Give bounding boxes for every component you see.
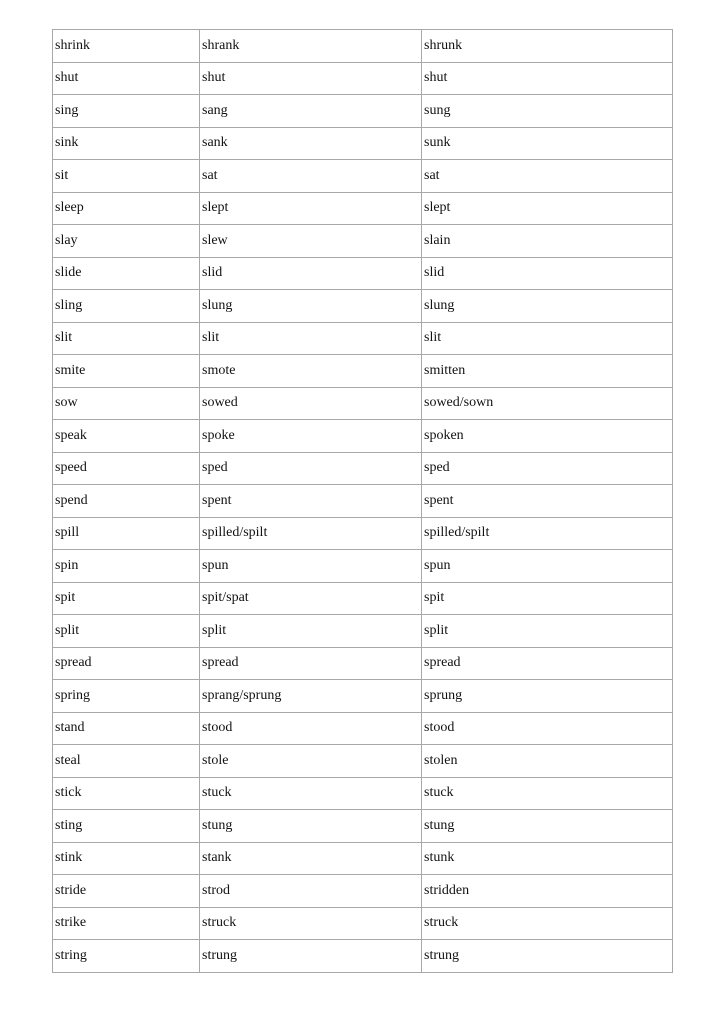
past-simple-cell: split (200, 615, 422, 648)
table-row (53, 355, 673, 388)
past-simple-cell: sowed (200, 387, 422, 420)
base-form-cell: stink (53, 842, 200, 875)
irregular-verbs-table (52, 29, 673, 973)
table-row (53, 615, 673, 648)
table-row (53, 192, 673, 225)
past-participle-cell: spread (422, 647, 673, 680)
past-simple-cell: strod (200, 875, 422, 908)
table-row (53, 160, 673, 193)
table-row (53, 322, 673, 355)
past-participle-cell: shut (422, 62, 673, 95)
past-simple-cell: spent (200, 485, 422, 518)
table-row (53, 875, 673, 908)
table-row (53, 452, 673, 485)
past-participle-cell: slid (422, 257, 673, 290)
base-form-cell: smite (53, 355, 200, 388)
table-row (53, 257, 673, 290)
past-participle-cell: stridden (422, 875, 673, 908)
past-participle-cell: spun (422, 550, 673, 583)
past-simple-cell: stung (200, 810, 422, 843)
table-row (53, 387, 673, 420)
past-simple-cell: sat (200, 160, 422, 193)
past-participle-cell: sped (422, 452, 673, 485)
past-simple-cell: slept (200, 192, 422, 225)
past-simple-cell: shrank (200, 30, 422, 63)
base-form-cell: stick (53, 777, 200, 810)
past-participle-cell: slain (422, 225, 673, 258)
past-participle-cell: slit (422, 322, 673, 355)
base-form-cell: spread (53, 647, 200, 680)
base-form-cell: sow (53, 387, 200, 420)
table-row (53, 420, 673, 453)
past-participle-cell: sprung (422, 680, 673, 713)
past-participle-cell: slung (422, 290, 673, 323)
base-form-cell: stride (53, 875, 200, 908)
past-simple-cell: slit (200, 322, 422, 355)
past-participle-cell: sung (422, 95, 673, 128)
base-form-cell: split (53, 615, 200, 648)
base-form-cell: spend (53, 485, 200, 518)
past-simple-cell: spun (200, 550, 422, 583)
past-participle-cell: sunk (422, 127, 673, 160)
past-participle-cell: shrunk (422, 30, 673, 63)
past-participle-cell: smitten (422, 355, 673, 388)
base-form-cell: speed (53, 452, 200, 485)
past-simple-cell: slung (200, 290, 422, 323)
base-form-cell: string (53, 940, 200, 973)
past-participle-cell: stolen (422, 745, 673, 778)
past-participle-cell: stung (422, 810, 673, 843)
table-row (53, 582, 673, 615)
table-row (53, 842, 673, 875)
base-form-cell: stand (53, 712, 200, 745)
table-row (53, 225, 673, 258)
past-participle-cell: stood (422, 712, 673, 745)
base-form-cell: sit (53, 160, 200, 193)
past-simple-cell: stole (200, 745, 422, 778)
table-row (53, 712, 673, 745)
base-form-cell: sting (53, 810, 200, 843)
base-form-cell: steal (53, 745, 200, 778)
past-simple-cell: spoke (200, 420, 422, 453)
base-form-cell: spit (53, 582, 200, 615)
table-row (53, 62, 673, 95)
past-participle-cell: sowed/sown (422, 387, 673, 420)
past-participle-cell: sat (422, 160, 673, 193)
past-simple-cell: sprang/sprung (200, 680, 422, 713)
past-simple-cell: spit/spat (200, 582, 422, 615)
base-form-cell: shrink (53, 30, 200, 63)
past-simple-cell: stuck (200, 777, 422, 810)
base-form-cell: spin (53, 550, 200, 583)
table-row (53, 810, 673, 843)
base-form-cell: shut (53, 62, 200, 95)
past-simple-cell: spilled/spilt (200, 517, 422, 550)
past-simple-cell: spread (200, 647, 422, 680)
table-row (53, 95, 673, 128)
base-form-cell: sing (53, 95, 200, 128)
past-participle-cell: spit (422, 582, 673, 615)
base-form-cell: speak (53, 420, 200, 453)
table-row (53, 777, 673, 810)
table-row (53, 940, 673, 973)
base-form-cell: spill (53, 517, 200, 550)
table-row (53, 550, 673, 583)
past-participle-cell: stuck (422, 777, 673, 810)
past-simple-cell: slew (200, 225, 422, 258)
past-simple-cell: sped (200, 452, 422, 485)
table-row (53, 517, 673, 550)
past-participle-cell: slept (422, 192, 673, 225)
past-simple-cell: strung (200, 940, 422, 973)
past-participle-cell: stunk (422, 842, 673, 875)
past-simple-cell: stank (200, 842, 422, 875)
past-participle-cell: struck (422, 907, 673, 940)
base-form-cell: sink (53, 127, 200, 160)
table-row (53, 485, 673, 518)
table-row (53, 127, 673, 160)
past-participle-cell: spoken (422, 420, 673, 453)
table-row (53, 30, 673, 63)
base-form-cell: sleep (53, 192, 200, 225)
table-row (53, 290, 673, 323)
table-row (53, 680, 673, 713)
past-participle-cell: strung (422, 940, 673, 973)
base-form-cell: spring (53, 680, 200, 713)
past-simple-cell: smote (200, 355, 422, 388)
verb-table-body (53, 30, 673, 973)
past-simple-cell: sank (200, 127, 422, 160)
past-participle-cell: spent (422, 485, 673, 518)
base-form-cell: strike (53, 907, 200, 940)
table-row (53, 647, 673, 680)
past-participle-cell: spilled/spilt (422, 517, 673, 550)
base-form-cell: slay (53, 225, 200, 258)
past-simple-cell: shut (200, 62, 422, 95)
base-form-cell: sling (53, 290, 200, 323)
past-simple-cell: slid (200, 257, 422, 290)
past-simple-cell: struck (200, 907, 422, 940)
past-simple-cell: stood (200, 712, 422, 745)
document-page (52, 29, 672, 973)
base-form-cell: slide (53, 257, 200, 290)
past-participle-cell: split (422, 615, 673, 648)
past-simple-cell: sang (200, 95, 422, 128)
table-row (53, 907, 673, 940)
table-row (53, 745, 673, 778)
base-form-cell: slit (53, 322, 200, 355)
